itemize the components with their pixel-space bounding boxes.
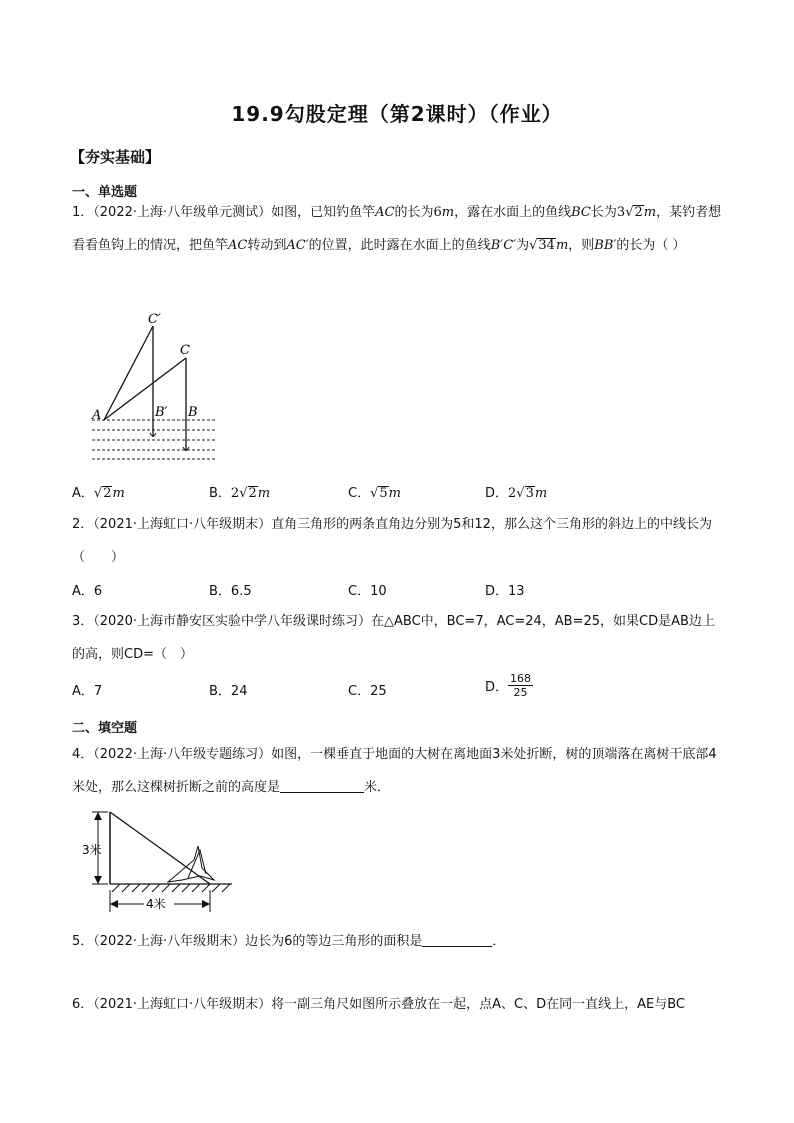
q1-math-three: 3 <box>616 205 626 220</box>
q3-fraction: $\frac{168}{25}$ <box>510 672 532 699</box>
q1-text: 长为 <box>590 205 617 220</box>
q1-text: 为 <box>516 238 530 253</box>
q1-label-c: C <box>180 343 190 358</box>
q1-math-six: 6 <box>433 205 442 220</box>
q1-math-ac: AC <box>375 205 395 220</box>
q1-options <box>72 482 724 504</box>
section-label: 【夯实基础】 <box>70 148 161 166</box>
q1-math-bbprime: BB′ <box>594 238 617 253</box>
q3-text: 在△ABC中，BC=7，AC=24，AB=25，如果CD是AB边上的高，则CD=（ ） <box>72 614 715 662</box>
q1-math-ac: AC <box>228 238 248 253</box>
q1-math-acprime: AC′ <box>286 238 309 253</box>
q3-number: 3． <box>72 614 94 629</box>
q4-label-width: 4米 <box>146 897 166 911</box>
q1-text: ，露在水面上的鱼线 <box>454 205 572 220</box>
q5-answer-blank[interactable] <box>422 932 492 947</box>
part2-heading: 二、填空题 <box>72 721 138 736</box>
q1-text: 如图，已知钓鱼竿 <box>271 205 376 220</box>
q3-option-b[interactable]: B．24 <box>209 684 248 699</box>
q5-number: 5． <box>72 934 94 949</box>
q5-after: ． <box>492 934 506 949</box>
q1-text: 的长为 <box>394 205 434 220</box>
q1-option-d[interactable]: D．2√3m <box>485 486 548 501</box>
q1-math-unit: m <box>643 205 657 220</box>
q4-number: 4． <box>72 747 94 762</box>
question-4 <box>72 738 724 804</box>
q1-math-radicand: 34 <box>538 238 555 253</box>
question-5 <box>72 925 724 958</box>
q1-label-b: B <box>188 405 198 420</box>
q1-option-b[interactable]: B．2√2m <box>209 486 271 501</box>
q2-option-a[interactable]: A．6 <box>72 584 103 599</box>
q1-text: ，则 <box>568 238 595 253</box>
q1-text: ，某钓者想看看鱼钩上的情况，把鱼竿 <box>72 205 722 253</box>
q3-option-d[interactable]: D． $\frac{168}{25}$ <box>485 672 532 699</box>
q4-after: 米． <box>364 780 391 795</box>
q1-text: 转动到 <box>247 238 287 253</box>
q3-options <box>72 672 724 706</box>
q3-option-c[interactable]: C．25 <box>348 684 387 699</box>
question-1: 1．（2022·上海·八年级单元测试）如图，已知钓鱼竿AC的长为6m，露在水面上的鱼线BC长为3√2m，某钓者想看看鱼钩上的情况，把鱼竿AC转动到AC′的位置，此时露在水面上的鱼线B′C′为√34m，则BB′的长为（ ） <box>72 205 722 253</box>
question-6 <box>72 988 724 1021</box>
q1-fishing-rod-figure <box>86 306 226 466</box>
q1-label-bprime: B′ <box>155 405 168 420</box>
q4-answer-blank[interactable] <box>280 778 364 793</box>
q1-option-c[interactable]: C．√5m <box>348 486 401 501</box>
q1-math-unit: m <box>441 205 455 220</box>
q1-math-bc: BC <box>571 205 591 220</box>
q1-math-bcprime: B′C′ <box>490 238 517 253</box>
question-3 <box>72 605 724 671</box>
q6-number: 6． <box>72 997 94 1012</box>
q5-text: 边长为6的等边三角形的面积是 <box>245 934 423 949</box>
q2-number: 2． <box>72 517 94 532</box>
q1-text: 的长为（ ） <box>616 238 686 253</box>
q3-source: （2020·上海市静安区实验中学八年级课时练习） <box>93 614 371 629</box>
q2-text: 直角三角形的两条直角边分别为5和12，那么这个三角形的斜边上的中线长为（ ） <box>72 517 712 565</box>
q1-number: 1． <box>72 205 94 220</box>
question-2 <box>72 508 724 574</box>
page-title: 19.9勾股定理（第2课时）（作业） <box>231 102 563 126</box>
q4-text: 如图，一棵垂直于地面的大树在离地面3米处折断，树的顶端落在离树干底部4米处，那么这棵树折断之前的高度是 <box>72 747 717 795</box>
q1-label-cprime: C′ <box>148 312 161 327</box>
q1-math-radicand: 2 <box>634 205 643 220</box>
part1-heading: 一、单选题 <box>72 185 138 200</box>
q1-math-unit: m <box>555 238 569 253</box>
q2-option-d[interactable]: D．13 <box>485 584 525 599</box>
q1-option-a[interactable]: A．√2m <box>72 486 125 501</box>
q4-broken-tree-figure <box>82 806 242 918</box>
q2-source: （2021·上海虹口·八年级期末） <box>93 517 272 532</box>
q6-text: 将一副三角尺如图所示叠放在一起，点A、C、D在同一直线上，AE与BC <box>271 997 685 1012</box>
q3-option-a[interactable]: A．7 <box>72 684 103 699</box>
q5-source: （2022·上海·八年级期末） <box>93 934 246 949</box>
q2-option-b[interactable]: B．6.5 <box>209 584 252 599</box>
q1-source: （2022·上海·八年级单元测试） <box>93 205 272 220</box>
q1-label-a: A <box>92 408 102 423</box>
q6-source: （2021·上海虹口·八年级期末） <box>93 997 272 1012</box>
q2-option-c[interactable]: C．10 <box>348 584 387 599</box>
q2-options <box>72 580 724 602</box>
q1-text: 的位置，此时露在水面上的鱼线 <box>308 238 491 253</box>
q4-label-height: 3米 <box>82 843 102 857</box>
q4-source: （2022·上海·八年级专题练习） <box>93 747 272 762</box>
